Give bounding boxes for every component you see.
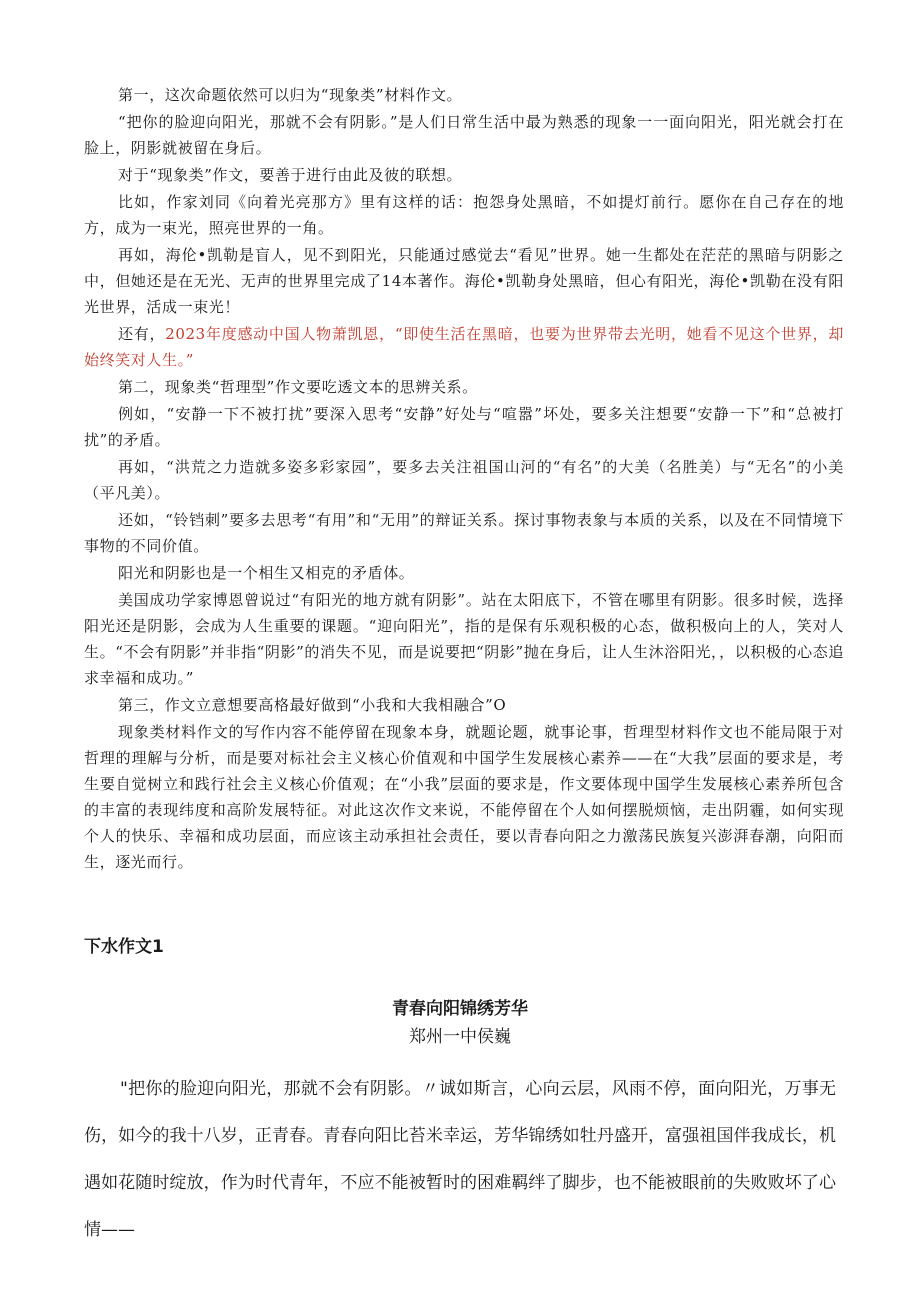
- paragraph-4: 比如，作家刘同《向着光亮那方》里有这样的话：抱怨身处黑暗，不如提灯前行。愿你在自己存在的地方，成为一束光，照亮世界的一角。: [84, 193, 844, 237]
- paragraph-12: 美国成功学家博恩曾说过“有阳光的地方就有阴影”。站在太阳底下，不管在哪里有阴影。很多时候，选择阳光还是阴影，会成为人生重要的课题。“迎向阳光”，指的是保有乐观积极的心态，做积极向上的人，笑对人生。“不会有阴影”并非指“阴影”的消失不见，而是说要把“阴影”抛在身后，让人生沐浴阳光，，以积极的心态追求幸福和成功。”: [84, 591, 844, 687]
- paragraph-13: 第三，作文立意想要高格最好做到“小我和大我相融合”O: [118, 696, 507, 714]
- paragraph-2: “把你的脸迎向阳光，那就不会有阴影。”是人们日常生活中最为熟悉的现象一一面向阳光，阳光就会打在脸上，阴影就被留在身后。: [84, 113, 844, 157]
- essay-title: 青春向阳锦绣芳华: [392, 999, 528, 1019]
- paragraph-6-lead: 还有，: [118, 325, 166, 343]
- essay-author: 郑州一中侯巍: [409, 1027, 511, 1047]
- paragraph-7: 第二，现象类“哲理型”作文要吃透文本的思辨关系。: [118, 378, 478, 396]
- paragraph-1: 第一，这次命题依然可以归为“现象类”材料作文。: [118, 86, 463, 104]
- paragraph-11: 阳光和阴影也是一个相生又相克的矛盾体。: [118, 564, 415, 582]
- paragraph-8: 例如，“安静一下不被打扰”要深入思考“安静”好处与“喧嚣”坏处，要多关注想要“安静一下”和“总被打扰”的矛盾。: [84, 405, 844, 449]
- paragraph-3: 对于“现象类”作文，要善于进行由此及彼的联想。: [118, 166, 463, 184]
- paragraph-14: 现象类材料作文的写作内容不能停留在现象本身，就题论题，就事论事，哲理型材料作文也不能局限于对哲理的理解与分析，而是要对标社会主义核心价值观和中国学生发展核心素养——在“大我”层面的要求是，考生要自觉树立和践行社会主义核心价值观；在“小我”层面的要求是，作文要体现中国学生发展核心素养所包含的丰富的表现纬度和高阶发展特征。对此这次作文来说，不能停留在个人如何摆脱烦恼，走出阴霾，如何实现个人的快乐、幸福和成功层面，而应该主动承担社会责任，要以青春向阳之力激荡民族复兴澎湃春潮，向阳而生，逐光而行。: [84, 723, 844, 871]
- section-heading: 下水作文1: [84, 937, 164, 957]
- paragraph-5: 再如，海伦•凯勒是盲人，见不到阳光，只能通过感觉去“看见”世界。她一生都处在茫茫的黑暗与阴影之中，但她还是在无光、无声的世界里完成了14本著作。海伦•凯勒身处黑暗，但心有阳光，海伦•凯勒在没有阳光世界，活成一束光！: [84, 246, 844, 316]
- essay-body: "把你的脸迎向阳光，那就不会有阴影。〃诚如斯言，心向云层，风雨不停，面向阳光，万事无伤，如今的我十八岁，正青春。青春向阳比苔米幸运，芳华锦绣如牡丹盛开，富强祖国伴我成长，机遇如花随时绽放，作为时代青年，不应不能被暂时的困难羁绊了脚步，也不能被眼前的失败败坏了心情——: [84, 1079, 836, 1240]
- paragraph-10: 还如，“铃铛刺”要多去思考“有用”和“无用”的辩证关系。探讨事物表象与本质的关系，以及在不同情境下事物的不同价值。: [84, 511, 844, 555]
- analysis-section: [84, 82, 844, 876]
- paragraph-6: [84, 321, 844, 373]
- paragraph-9: 再如，“洪荒之力造就多姿多彩家园”，要多去关注祖国山河的“有名”的大美（名胜美）与“无名”的小美（平凡美）。: [84, 458, 844, 502]
- highlighted-quote: 2023年度感动中国人物萧凯恩，“即使生活在黑暗，也要为世界带去光明，她看不见这个世界，却始终笑对人生。”: [84, 325, 844, 369]
